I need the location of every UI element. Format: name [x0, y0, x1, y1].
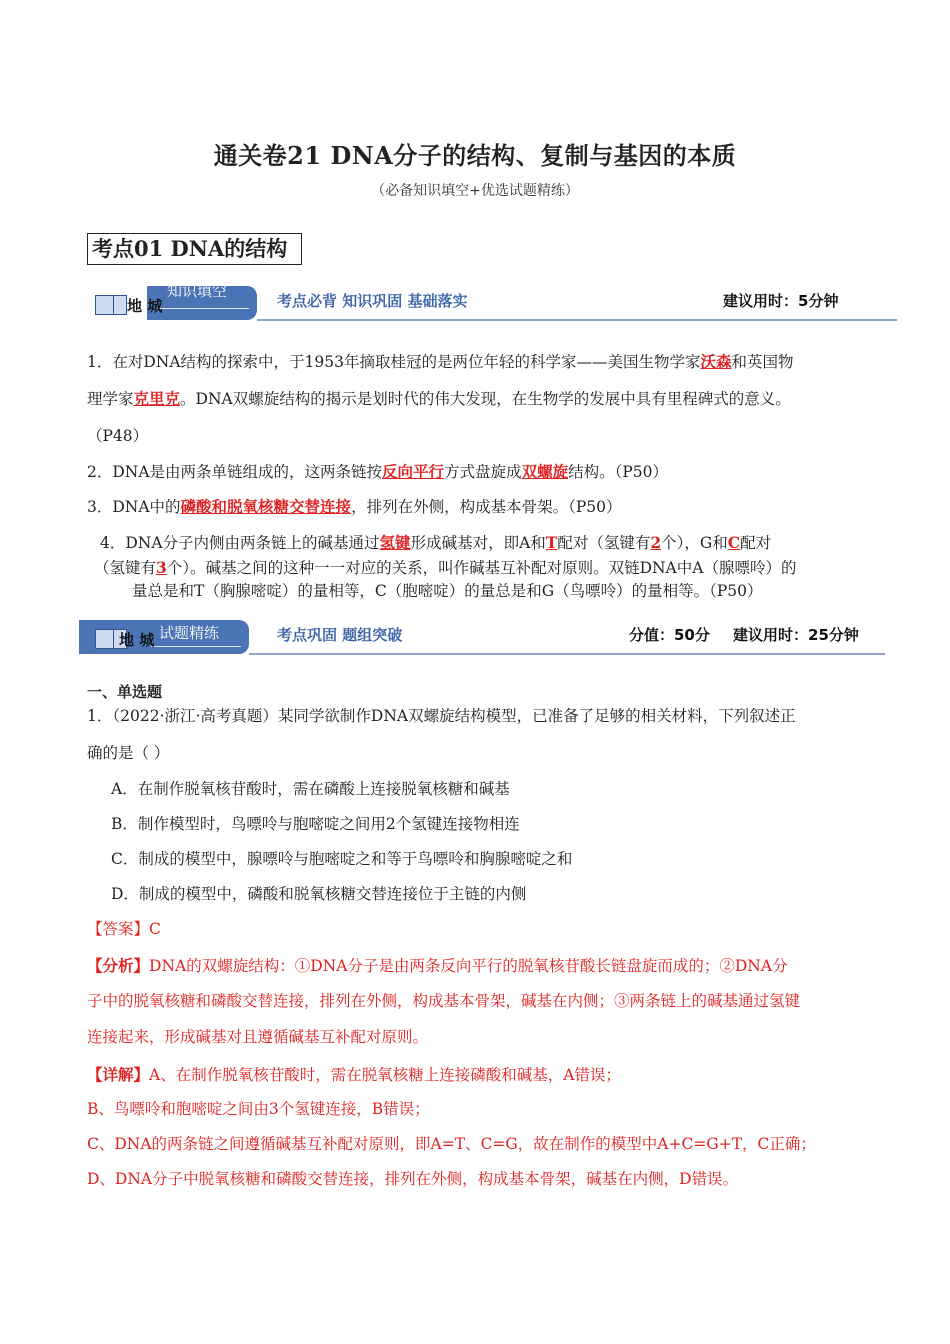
blank-answer: 克里克	[133, 389, 181, 408]
section-heading: 考点01 DNA的结构	[87, 233, 302, 265]
banner-rule	[249, 653, 885, 655]
book-page-icon	[113, 295, 127, 315]
fill-item-3: 3．DNA中的磷酸和脱氧核糖交替连接，排列在外侧，构成基本骨架。（P50）	[87, 497, 622, 516]
fill-item-1-line-2: 理学家克里克。DNA双螺旋结构的揭示是划时代的伟大发现，在生物学的发展中具有里程碑式的意义。	[87, 389, 791, 408]
question-type-heading: 一、单选题	[87, 683, 163, 701]
fill-item-1-page: （P48）	[87, 427, 149, 445]
analysis-line-3: 连接起来，形成碱基对且遵循碱基互补配对原则。	[87, 1028, 429, 1046]
banner-slogan: 考点必背 知识巩固 基础落实	[277, 292, 468, 310]
detail-line-b: B、鸟嘌呤和胞嘧啶之间由3个氢键连接，B错误；	[87, 1100, 430, 1118]
option-c: C．制成的模型中，腺嘌呤与胞嘧啶之和等于鸟嘌呤和胸腺嘧啶之和	[111, 850, 573, 868]
blank-answer: 双螺旋	[521, 462, 569, 481]
analysis-line-1: 【分析】DNA的双螺旋结构：①DNA分子是由两条反向平行的脱氧核苷酸长链盘旋而成的；②DNA分	[87, 956, 788, 975]
score: 分值：50分	[629, 626, 710, 644]
badge-label: 知识填空	[167, 282, 228, 300]
detail-tag: 【详解】	[87, 1065, 150, 1084]
blank-answer: 2	[650, 533, 662, 552]
banner-slogan: 考点巩固 题组突破	[277, 626, 403, 644]
option-b: B．制作模型时，鸟嘌呤与胞嘧啶之间用2个氢键连接物相连	[111, 815, 520, 833]
fill-item-4-line-1: 4．DNA分子内侧由两条链上的碱基通过氢键形成碱基对，即A和T配对（氢键有2个），G和C配对	[100, 533, 772, 552]
blank-answer: T	[545, 533, 558, 552]
knowledge-banner	[87, 282, 897, 320]
detail-line-c: C、DNA的两条链之间遵循碱基互补配对原则，即A=T、C=G，故在制作的模型中A+C=G+T，C正确；	[87, 1135, 816, 1153]
fill-item-4-line-3: 量总是和T（胸腺嘧啶）的量相等，C（胞嘧啶）的量总是和G（鸟嘌呤）的量相等。（P50）	[132, 582, 763, 600]
suggested-time: 建议用时：25分钟	[733, 626, 859, 644]
detail-line-d: D、DNA分子中脱氧核糖和磷酸交替连接，排列在外侧，构成基本骨架，碱基在内侧，D错误。	[87, 1170, 739, 1188]
blank-answer: 反向平行	[382, 462, 445, 481]
page-subtitle: （必备知识填空+优选试题精练）	[371, 183, 579, 199]
fill-item-2: 2．DNA是由两条单链组成的，这两条链按反向平行方式盘旋成双螺旋结构。（P50）	[87, 462, 668, 481]
suggested-time: 建议用时：5分钟	[723, 292, 839, 310]
answer-value: C	[149, 920, 161, 938]
banner-deco-text: 地 城	[119, 631, 155, 649]
analysis-line-2: 子中的脱氧核糖和磷酸交替连接，排列在外侧，构成基本骨架，碱基在内侧；③两条链上的碱基通过氢键	[87, 992, 801, 1010]
fill-item-1-line-1: 1．在对DNA结构的探索中，于1953年摘取桂冠的是两位年轻的科学家——美国生物学家沃森和英国物	[87, 352, 794, 371]
blank-answer: C	[727, 533, 741, 552]
detail-line-a: 【详解】A、在制作脱氧核苷酸时，需在脱氧核糖上连接磷酸和碱基，A错误；	[87, 1065, 621, 1084]
blank-answer: 沃森	[700, 352, 732, 371]
option-d: D．制成的模型中，磷酸和脱氧核糖交替连接位于主链的内侧	[111, 885, 527, 903]
question-stem-line-1: 1．（2022·浙江·高考真题）某同学欲制作DNA双螺旋结构模型，已准备了足够的相关材料，下列叙述正	[87, 707, 796, 725]
option-a: A．在制作脱氧核苷酸时，需在磷酸上连接脱氧核糖和碱基	[111, 780, 510, 798]
analysis-tag: 【分析】	[87, 956, 150, 975]
practice-banner	[87, 620, 897, 654]
page-title: 通关卷21 DNA分子的结构、复制与基因的本质	[213, 141, 737, 170]
blank-answer: 磷酸和脱氧核糖交替连接	[180, 497, 352, 516]
blank-answer: 3	[156, 558, 167, 577]
answer-line	[87, 917, 161, 942]
fill-item-4-line-2: （氢键有3个）。碱基之间的这种一一对应的关系，叫作碱基互补配对原则。双链DNA中A（腺嘌呤）的	[94, 558, 797, 577]
blank-answer: 氢键	[379, 533, 411, 552]
banner-rule	[257, 319, 897, 321]
banner-deco-text: 地 城	[127, 297, 163, 315]
question-stem-line-2: 确的是（ ）	[87, 744, 170, 762]
answer-tag: 【答案】	[87, 920, 150, 938]
badge-label: 试题精练	[159, 624, 220, 642]
